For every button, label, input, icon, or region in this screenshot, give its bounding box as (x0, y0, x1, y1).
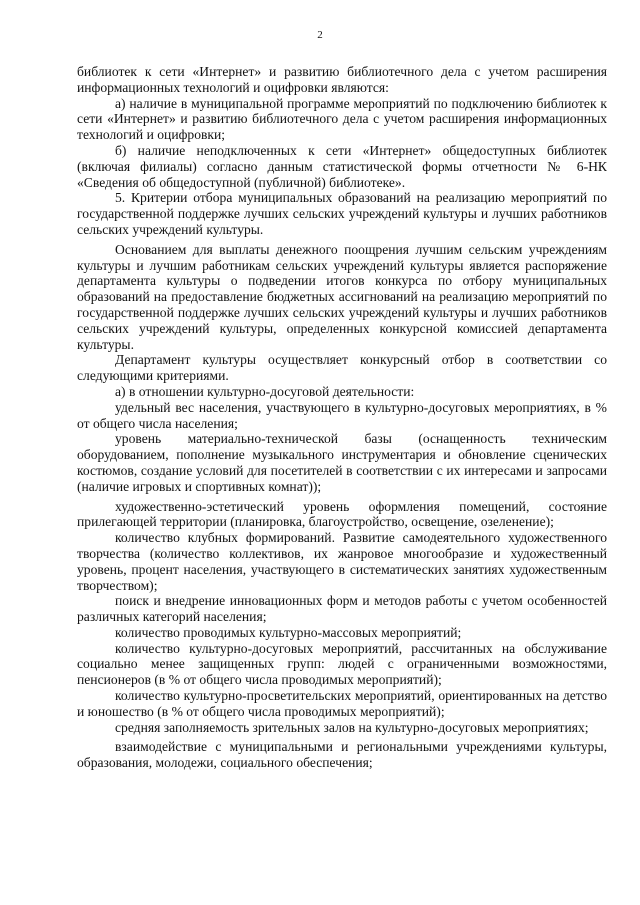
criterion-item: взаимодействие с муниципальными и региональными учреждениями культуры, образования, молодежи, социального обеспечения; (77, 739, 607, 771)
page-number: 2 (317, 29, 323, 41)
criterion-item: количество клубных формирований. Развитие самодеятельного художественного творчества (количество коллективов, их жанровое многообразие и художественный уровень, процент населения, участвующего в систематических занятиях художественным творчеством); (77, 530, 607, 593)
criterion-item: уровень материально-технической базы (оснащенность техническим оборудованием, пополнение музыкального инструментария и обновление сценических костюмов, создание условий для посетителей в соответствии с их интересами и запросами (наличие игровых и спортивных комнат)); (77, 431, 607, 494)
criterion-item: поиск и внедрение инновационных форм и методов работы с учетом особенностей различных категорий населения; (77, 593, 607, 625)
criterion-item: количество культурно-досуговых мероприятий, рассчитанных на обслуживание социально менее защищенных групп: людей с ограниченными возможностями, пенсионеров (в % от общего числа проводимых мероприятий); (77, 640, 607, 688)
criterion-item: художественно-эстетический уровень оформления помещений, состояние прилегающей территории (планировка, благоустройство, освещение, озеленение); (77, 498, 607, 530)
criteria-subheading: а) в отношении культурно-досуговой деятельности: (115, 383, 415, 399)
criterion-item: количество проводимых культурно-массовых мероприятий; (115, 624, 462, 640)
criterion-item: средняя заполняемость зрительных залов на культурно-досуговых мероприятиях; (115, 719, 589, 735)
paragraph-item-a: а) наличие в муниципальной программе мероприятий по подключению библиотек к сети «Интернет» и развитию библиотечного дела с учетом расширения информационных технологий и оцифровки; (77, 95, 607, 143)
document-body (77, 64, 607, 771)
criterion-item: количество культурно-просветительских мероприятий, ориентированных на детство и юношество (в % от общего числа проводимых мероприятий); (77, 688, 607, 719)
section-5-heading: 5. Критерии отбора муниципальных образований на реализацию мероприятий по государственной поддержке лучших сельских учреждений культуры и лучших работников сельских учреждений культуры. (77, 190, 607, 237)
criterion-item: удельный вес населения, участвующего в культурно-досуговых мероприятиях, в % от общего числа населения; (77, 399, 607, 431)
paragraph-continuation: библиотек к сети «Интернет» и развитию библиотечного дела с учетом расширения информационных технологий и оцифровки являются: (77, 64, 607, 95)
paragraph-item-b: б) наличие неподключенных к сети «Интернет» общедоступных библиотек (включая филиалы) согласно данным статистической формы отчетности № 6-НК «Сведения об общедоступной (публичной) библиотеке». (77, 142, 607, 190)
paragraph-basis: Основанием для выплаты денежного поощрения лучшим сельским учреждениям культуры и лучшим работникам сельских учреждений культуры является распоряжение департамента культуры о подведении итогов конкурса по отбору муниципальных образований на предоставление бюджетных ассигнований на реализацию мероприятий по государственной поддержке лучших сельских учреждений культуры и лучших работников сельских учреждений культуры, определенных конкурсной комиссией департамента культуры. (77, 241, 607, 352)
paragraph-department: Департамент культуры осуществляет конкурсный отбор в соответствии со следующими критериями. (77, 352, 607, 384)
